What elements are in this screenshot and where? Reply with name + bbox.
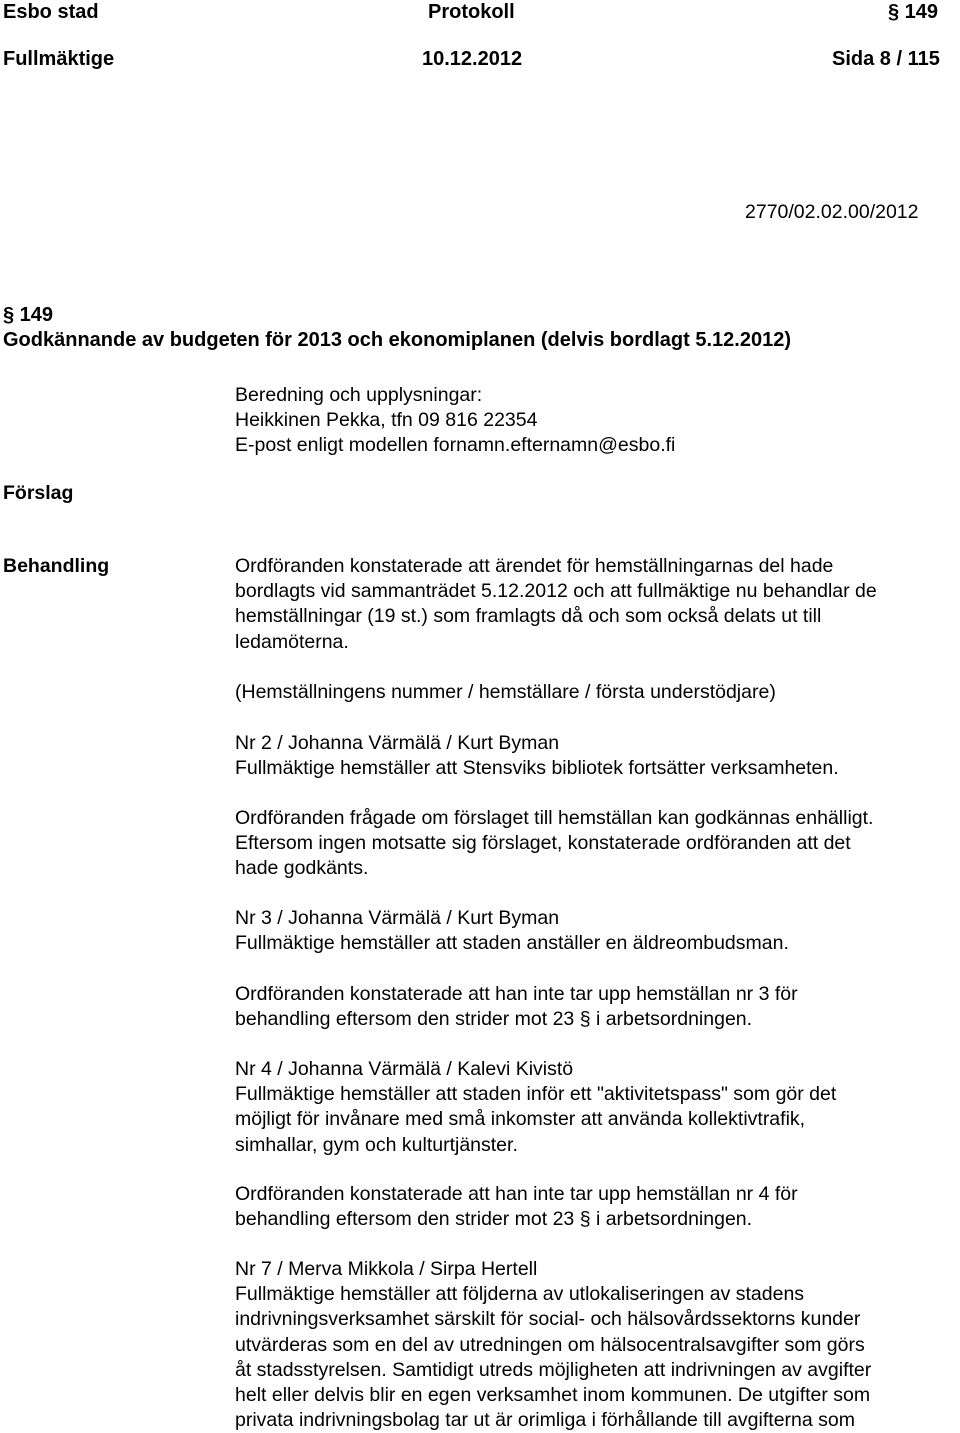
paragraph-line: Ordföranden konstaterade att ärendet för hemställningarnas del hade	[235, 555, 834, 577]
label-forslag: Förslag	[3, 482, 74, 504]
paragraph-line: Ordföranden konstaterade att han inte tar upp hemställan nr 4 för	[235, 1183, 798, 1205]
paragraph-line: Nr 4 / Johanna Värmälä / Kalevi Kivistö	[235, 1058, 574, 1080]
paragraph-line: (Hemställningens nummer / hemställare / första understödjare)	[235, 681, 776, 703]
paragraph-line: ledamöterna.	[235, 630, 349, 653]
paragraph-line: indrivningsverksamhet särskilt för social- och hälsovårdssektorns kunder	[235, 1308, 861, 1331]
reference-number: 2770/02.02.00/2012	[745, 201, 919, 223]
paragraph	[235, 906, 955, 956]
paragraph-line: behandling eftersom den strider mot 23 § i arbetsordningen.	[235, 1008, 753, 1031]
paragraph-line: möjligt för invånare med små inkomster att använda kollektivtrafik,	[235, 1108, 806, 1131]
paragraph-line: helt eller delvis blir en egen verksamhet inom kommunen. De utgifter som	[235, 1384, 871, 1407]
label-behandling: Behandling	[3, 555, 110, 577]
paragraph-line: Eftersom ingen motsatte sig förslaget, konstaterade ordföranden att det	[235, 832, 851, 855]
paragraph-line: Fullmäktige hemställer att staden inför ett "aktivitetspass" som gör det	[235, 1083, 837, 1106]
paragraph	[235, 1182, 955, 1232]
paragraph-line: privata indrivningsbolag tar ut är orimliga i förhållande till avgifterna som	[235, 1409, 855, 1432]
paragraph-line: hemställningar (19 st.) som framlagts då och som också delats ut till	[235, 605, 822, 628]
header-section-number: § 149	[888, 1, 939, 23]
header-body: Fullmäktige	[3, 48, 115, 70]
header-page: Sida 8 / 115	[832, 48, 940, 70]
paragraph-line: behandling eftersom den strider mot 23 § i arbetsordningen.	[235, 1208, 753, 1231]
section-number: § 149	[3, 304, 54, 326]
paragraph	[235, 731, 955, 781]
paragraph	[235, 554, 955, 655]
paragraph-line: Fullmäktige hemställer att Stensviks bibliotek fortsätter verksamheten.	[235, 757, 839, 780]
paragraph-line: simhallar, gym och kulturtjänster.	[235, 1133, 518, 1156]
contact-line: Heikkinen Pekka, tfn 09 816 22354	[235, 409, 538, 431]
paragraph	[235, 1057, 955, 1158]
paragraph-line: Nr 7 / Merva Mikkola / Sirpa Hertell	[235, 1258, 538, 1280]
paragraph-line: Ordföranden konstaterade att han inte tar upp hemställan nr 3 för	[235, 983, 798, 1005]
paragraph-line: Nr 2 / Johanna Värmälä / Kurt Byman	[235, 732, 560, 754]
paragraph-line: hade godkänts.	[235, 857, 369, 880]
paragraph-line: utvärderas som en del av utredningen om hälsocentralsavgifter som görs	[235, 1333, 865, 1356]
paragraph	[235, 982, 955, 1032]
contact-line: E-post enligt modellen fornamn.efternamn@esbo.fi	[235, 434, 676, 456]
header-doc-type: Protokoll	[428, 1, 515, 23]
paragraph	[235, 680, 955, 705]
paragraph	[235, 1257, 955, 1433]
header-org: Esbo stad	[3, 1, 99, 23]
header-date: 10.12.2012	[422, 48, 523, 70]
contact-line: Beredning och upplysningar:	[235, 384, 483, 406]
paragraph-line: Ordföranden frågade om förslaget till hemställan kan godkännas enhälligt.	[235, 807, 874, 829]
paragraph-line: Fullmäktige hemställer att staden anställer en äldreombudsman.	[235, 932, 789, 955]
paragraph-line: Fullmäktige hemställer att följderna av utlokaliseringen av stadens	[235, 1283, 805, 1306]
paragraph-line: åt stadsstyrelsen. Samtidigt utreds möjligheten att indrivningen av avgifter	[235, 1358, 872, 1381]
paragraph	[235, 806, 955, 882]
paragraph-line: bordlagts vid sammanträdet 5.12.2012 och att fullmäktige nu behandlar de	[235, 580, 877, 603]
paragraph-line: Nr 3 / Johanna Värmälä / Kurt Byman	[235, 907, 560, 929]
section-title: Godkännande av budgeten för 2013 och ekonomiplanen (delvis bordlagt 5.12.2012)	[3, 329, 791, 351]
